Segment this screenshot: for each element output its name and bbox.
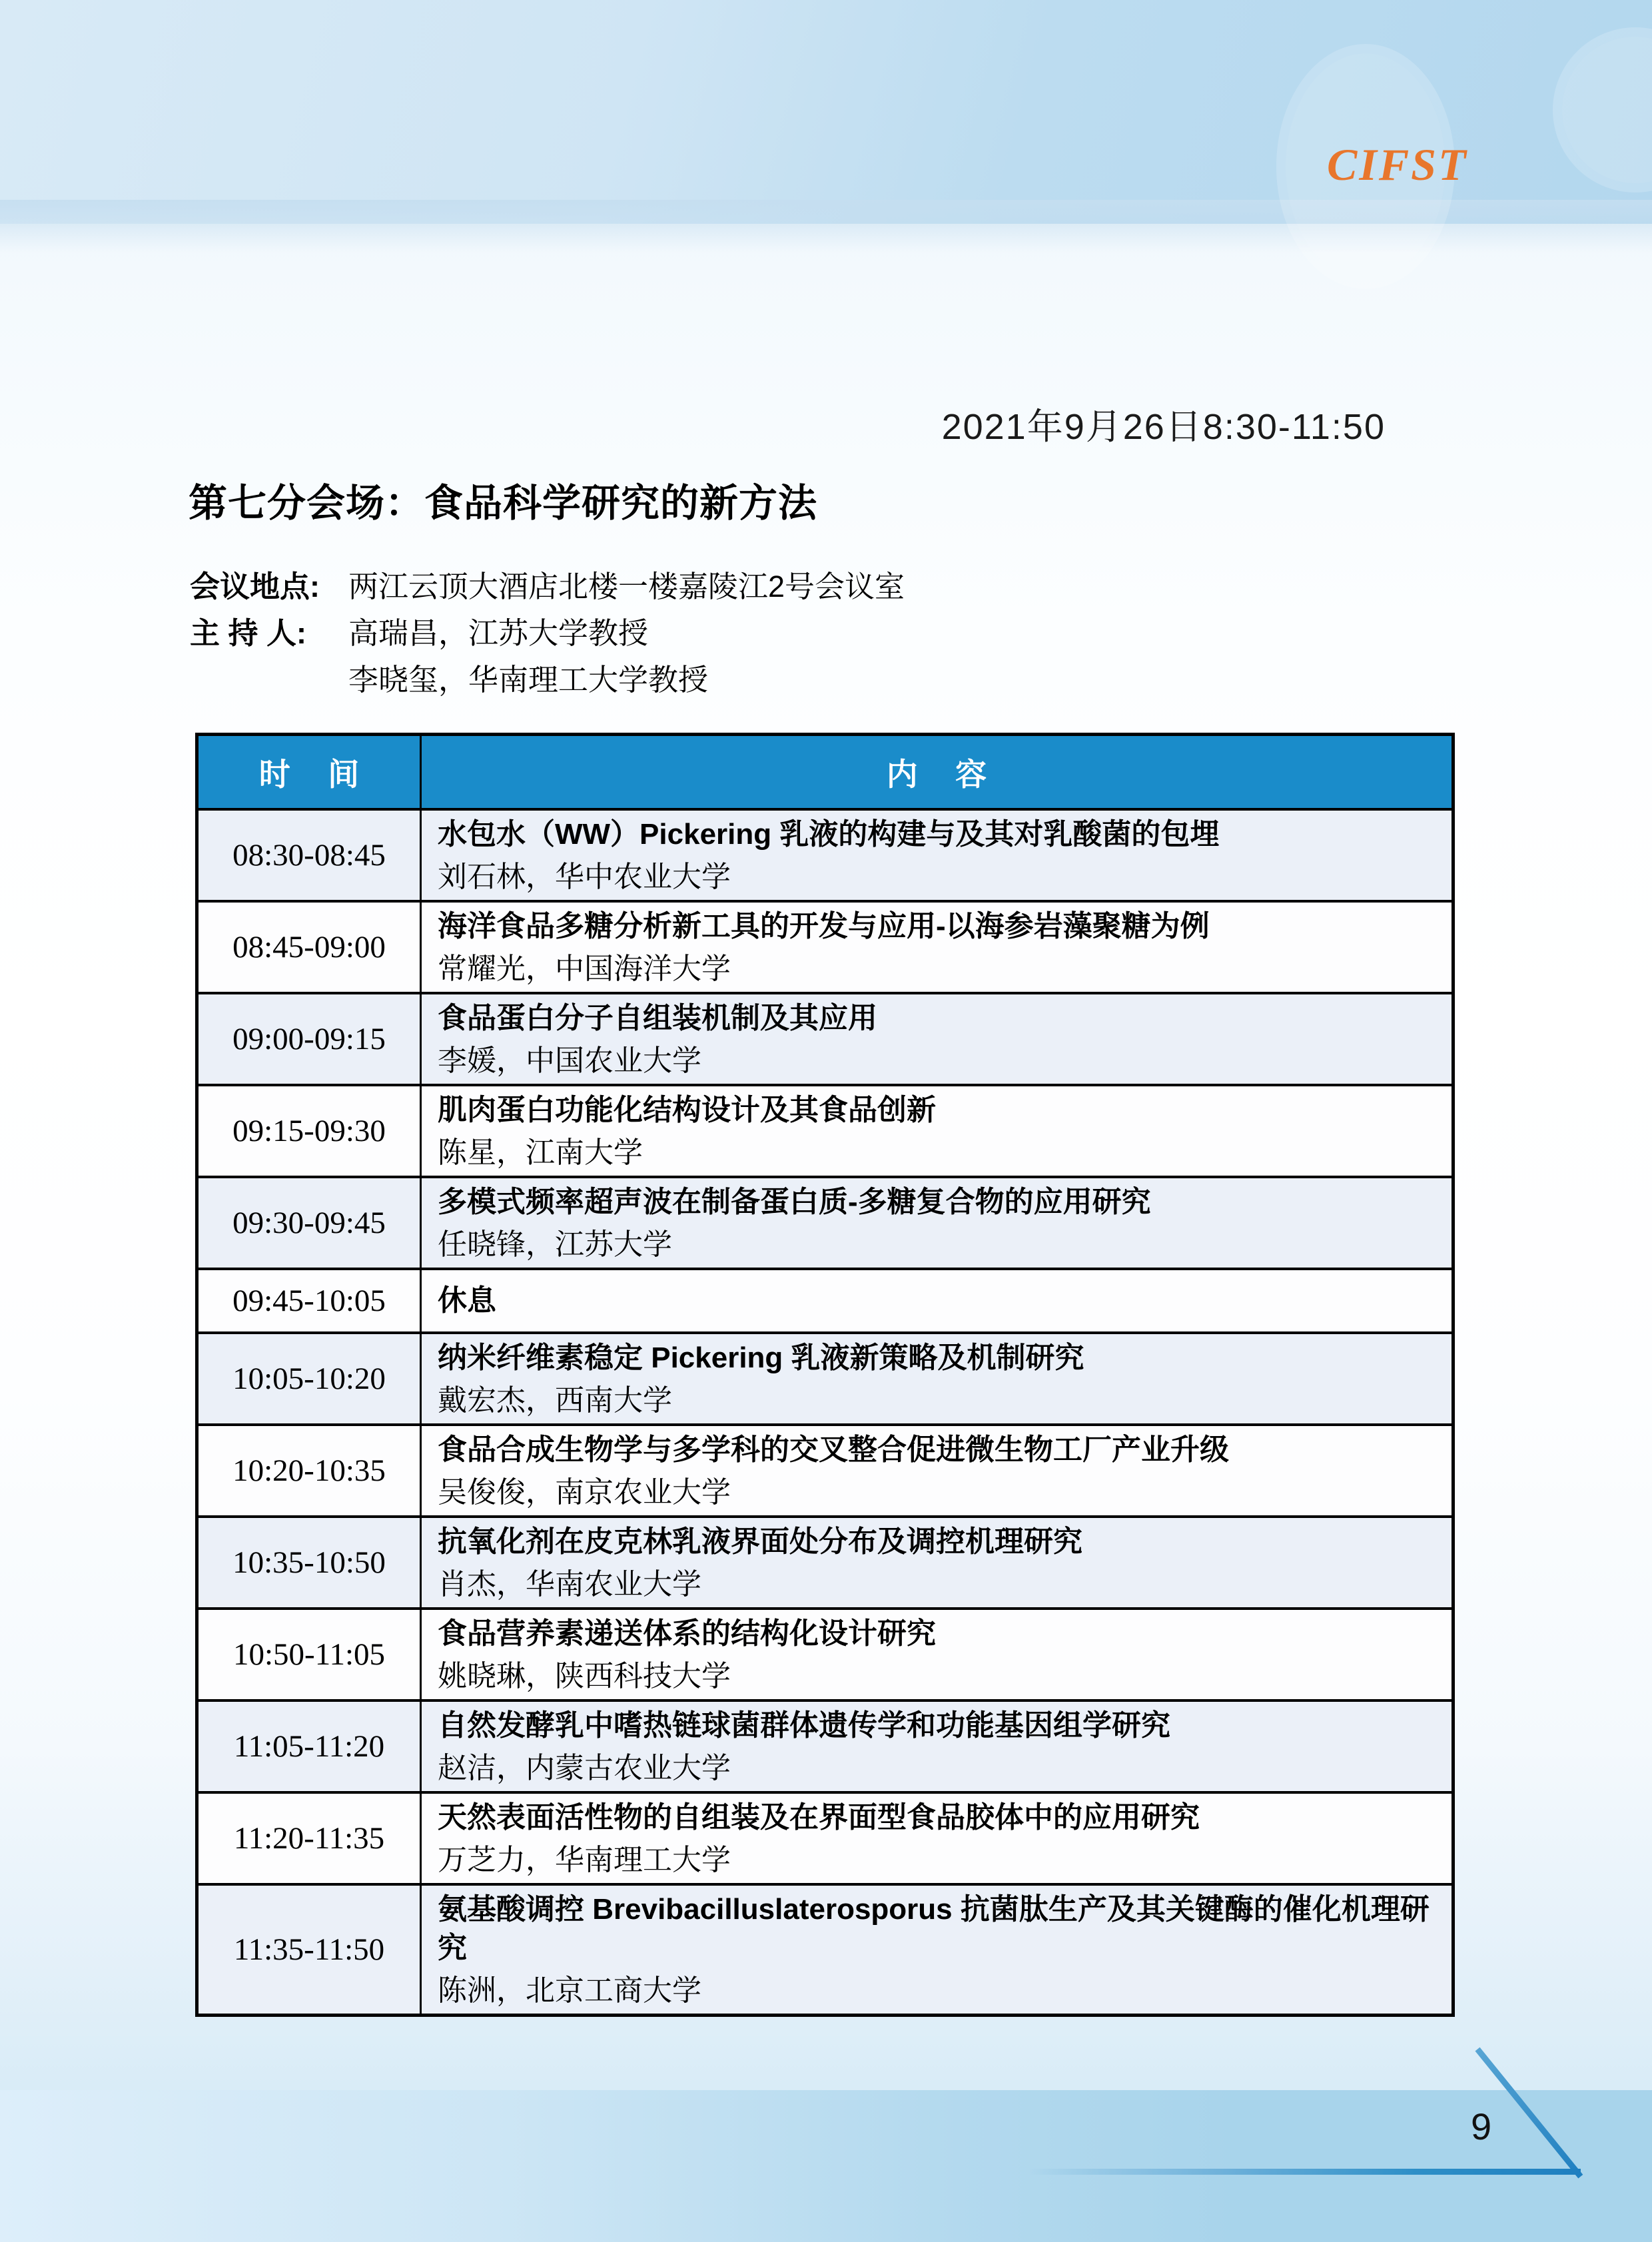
talk-speaker: 肖杰，华南农业大学 [438, 1568, 701, 1601]
column-header-content: 内容 [886, 756, 1025, 792]
host-label: 主 持 人: [190, 616, 306, 650]
table-row [199, 1270, 1451, 1334]
table-row [199, 1794, 1451, 1886]
time-cell: 09:00-09:15 [199, 994, 422, 1084]
content-cell [422, 1426, 1451, 1515]
talk-title: 食品蛋白分子自组装机制及其应用 [438, 1002, 877, 1034]
table-row [199, 811, 1451, 903]
content-cell [422, 1334, 1451, 1423]
content-cell [422, 903, 1451, 992]
table-row [199, 1886, 1451, 2014]
talk-title: 肌肉蛋白功能化结构设计及其食品创新 [438, 1094, 936, 1126]
talk-speaker: 吴俊俊，南京农业大学 [438, 1476, 731, 1509]
time-cell: 08:30-08:45 [199, 811, 422, 900]
talk-title: 纳米纤维素稳定 Pickering 乳液新策略及机制研究 [438, 1341, 1084, 1374]
agenda-table-header [199, 736, 1451, 811]
talk-speaker: 李媛，中国农业大学 [438, 1044, 701, 1077]
page-number: 9 [1471, 2105, 1492, 2147]
talk-title: 天然表面活性物的自组装及在界面型食品胶体中的应用研究 [438, 1801, 1200, 1834]
content-cell [422, 994, 1451, 1084]
meeting-location-value: 两江云顶大酒店北楼一楼嘉陵江2号会议室 [348, 569, 905, 603]
talk-title: 自然发酵乳中嗜热链球菌群体遗传学和功能基因组学研究 [438, 1709, 1170, 1742]
content-cell [422, 1518, 1451, 1607]
table-row [199, 994, 1451, 1086]
content-cell [422, 1178, 1451, 1268]
meeting-location-line [190, 563, 905, 610]
agenda-rows [199, 811, 1451, 2014]
talk-speaker: 陈洲，北京工商大学 [438, 1974, 701, 2007]
table-row [199, 1426, 1451, 1518]
time-cell: 09:45-10:05 [199, 1270, 422, 1331]
table-row [199, 1610, 1451, 1702]
session-info [190, 563, 905, 703]
time-cell: 11:05-11:20 [199, 1702, 422, 1791]
content-cell [422, 1086, 1451, 1176]
talk-title: 食品营养素递送体系的结构化设计研究 [438, 1617, 936, 1650]
session-title: 第七分会场：食品科学研究的新方法 [189, 482, 818, 525]
time-cell: 10:20-10:35 [199, 1426, 422, 1515]
time-cell: 10:50-11:05 [199, 1610, 422, 1699]
column-header-time: 时间 [199, 736, 422, 808]
table-row [199, 1334, 1451, 1426]
session-datetime: 2021年9月26日8:30-11:50 [941, 407, 1386, 447]
cifst-logo: CIFST [1327, 139, 1468, 190]
content-cell [422, 1270, 1451, 1331]
time-cell: 09:15-09:30 [199, 1086, 422, 1176]
content-cell [422, 1886, 1451, 2014]
table-row [199, 1518, 1451, 1610]
host-value: 高瑞昌，江苏大学教授 [348, 616, 649, 650]
table-row [199, 903, 1451, 994]
talk-title: 休息 [438, 1284, 496, 1317]
talk-speaker: 陈星，江南大学 [438, 1136, 643, 1169]
content-cell [422, 1610, 1451, 1699]
talk-title: 水包水（WW）Pickering 乳液的构建与及其对乳酸菌的包埋 [438, 818, 1220, 851]
talk-title: 氨基酸调控 Brevibacilluslaterosporus 抗菌肽生产及其关键酶的催化机理研究 [438, 1893, 1430, 1964]
talk-title: 海洋食品多糖分析新工具的开发与应用-以海参岩藻聚糖为例 [438, 910, 1210, 942]
content-cell [422, 1794, 1451, 1883]
footer-horizontal-line [1029, 2169, 1581, 2175]
content-cell [422, 1702, 1451, 1791]
talk-speaker: 戴宏杰，西南大学 [438, 1384, 672, 1417]
talk-speaker: 常耀光，中国海洋大学 [438, 952, 731, 985]
host-line [190, 610, 905, 657]
time-cell: 11:20-11:35 [199, 1794, 422, 1883]
footer-background-band [0, 2090, 1652, 2242]
table-row [199, 1178, 1451, 1270]
host-line-2 [190, 657, 905, 703]
host-value-2: 李晓玺，华南理工大学教授 [348, 663, 709, 697]
meeting-location-label: 会议地点: [190, 569, 320, 603]
time-cell: 08:45-09:00 [199, 903, 422, 992]
talk-title: 多模式频率超声波在制备蛋白质-多糖复合物的应用研究 [438, 1186, 1151, 1218]
talk-title: 抗氧化剂在皮克林乳液界面处分布及调控机理研究 [438, 1525, 1082, 1558]
talk-title: 食品合成生物学与多学科的交叉整合促进微生物工厂产业升级 [438, 1433, 1229, 1466]
agenda-table [195, 733, 1455, 2017]
table-row [199, 1702, 1451, 1794]
talk-speaker: 刘石林，华中农业大学 [438, 861, 731, 893]
content-cell [422, 811, 1451, 900]
time-cell: 10:05-10:20 [199, 1334, 422, 1423]
talk-speaker: 万芝力，华南理工大学 [438, 1844, 731, 1876]
time-cell: 11:35-11:50 [199, 1886, 422, 2014]
time-cell: 09:30-09:45 [199, 1178, 422, 1268]
table-row [199, 1086, 1451, 1178]
talk-speaker: 赵洁，内蒙古农业大学 [438, 1752, 731, 1784]
talk-speaker: 任晓锋，江苏大学 [438, 1228, 672, 1261]
talk-speaker: 姚晓琳，陕西科技大学 [438, 1660, 731, 1692]
time-cell: 10:35-10:50 [199, 1518, 422, 1607]
